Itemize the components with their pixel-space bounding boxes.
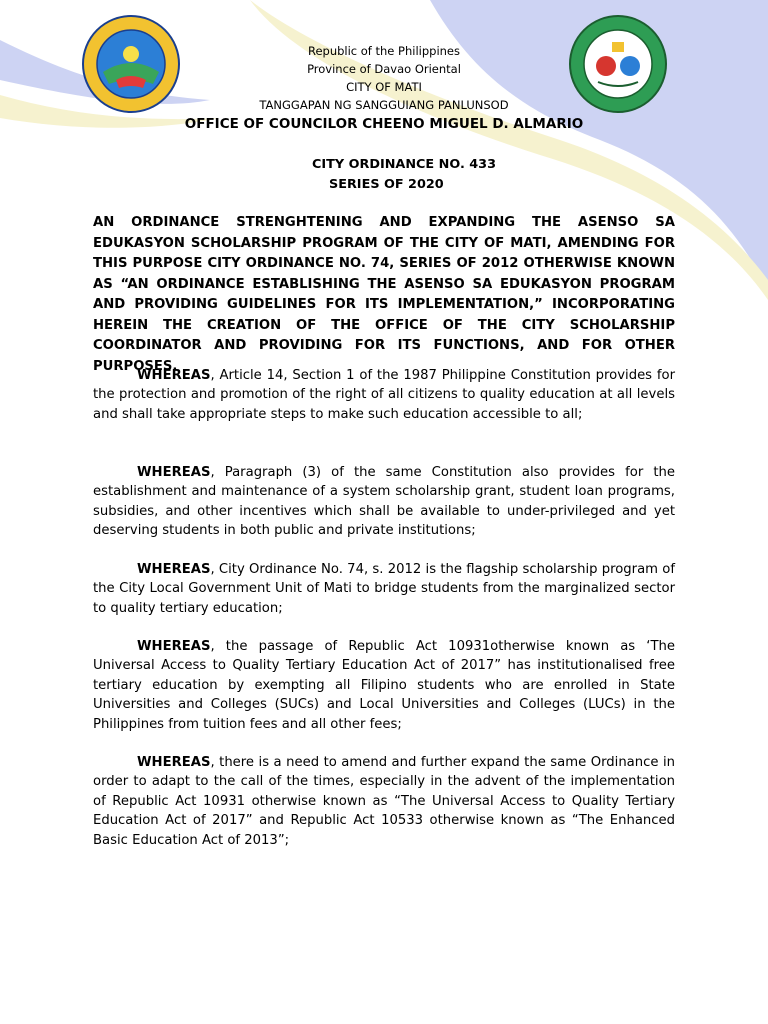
ordinance-title: AN ORDINANCE STRENGHTENING AND EXPANDING THE ASENSO SA EDUKASYON SCHOLARSHIP PROGRAM OF THE CITY OF MATI, AMENDING FOR THIS PURPOSE CITY ORDINANCE NO. 74, SERIES OF 2012 OTHERWISE KNOWN AS “AN ORDINANCE ESTABLISHING THE ASENSO SA EDUKASYON PROGRAM AND PROVIDING GUIDELINES FOR ITS IMPLEMENTATION,” INCORPORATING HEREIN THE CREATION OF THE OFFICE OF THE CITY SCHOLARSHIP COORDINATOR AND PROVIDING FOR ITS FUNCTIONS, AND FOR OTHER PURPOSES. — [93, 215, 675, 374]
whereas-text: , there is a need to amend and further expand the same Ordinance in order to adapt to the call of the times, especially in the advent of the implementation of Republic Act 10931 otherwise known as “The Universal Access to Quality Tertiary Education Act of 2017” and Republic Act 10533 otherwise known as “The Enhanced Basic Education Act of 2013”; — [93, 755, 675, 848]
whereas-lead: WHEREAS — [137, 639, 211, 654]
whereas-lead: WHEREAS — [137, 465, 211, 480]
city-line: CITY OF MATI — [346, 80, 422, 94]
whereas-text: , Paragraph (3) of the same Constitution also provides for the establishment and maintenance of a system scholarship grant, student loan programs, subsidies, and other incentives which shall be available to under-privileged and yet deserving students in both public and private institutions; — [93, 465, 675, 539]
whereas-lead: WHEREAS — [137, 368, 211, 383]
office-tanggapan-line: TANGGAPAN NG SANGGUIANG PANLUNSOD — [259, 98, 509, 112]
whereas-paragraph — [93, 637, 675, 734]
whereas-text: , the passage of Republic Act 10931otherwise known as ‘The Universal Access to Quality Tertiary Education Act of 2017” has institutionalised free tertiary education by exempting all Filipino students who are enrolled in State Universities and Colleges (SUCs) and Local Universities and Colleges (LUCs) in the Philippines from tuition fees and all other fees; — [93, 639, 675, 732]
whereas-paragraph — [93, 753, 675, 850]
councilor-office-line: OFFICE OF COUNCILOR CHEENO MIGUEL D. ALMARIO — [184, 116, 584, 132]
letterhead — [160, 42, 608, 114]
province-line: Province of Davao Oriental — [307, 62, 461, 76]
whereas-text: , City Ordinance No. 74, s. 2012 is the flagship scholarship program of the City Local Government Unit of Mati to bridge students from the marginalized sector to quality tertiary education; — [93, 562, 675, 616]
whereas-lead: WHEREAS — [137, 562, 211, 577]
ordinance-series: SERIES OF 2020 — [329, 177, 444, 192]
ordinance-number: CITY ORDINANCE NO. 433 — [312, 157, 496, 172]
whereas-paragraph — [93, 463, 675, 541]
whereas-text: , Article 14, Section 1 of the 1987 Philippine Constitution provides for the protection and promotion of the right of all citizens to quality education at all levels and shall take appropriate steps to make such education accessible to all; — [93, 368, 675, 422]
whereas-paragraph — [93, 560, 675, 618]
whereas-paragraph — [93, 366, 675, 424]
republic-line: Republic of the Philippines — [307, 44, 461, 58]
whereas-lead: WHEREAS — [137, 755, 211, 770]
